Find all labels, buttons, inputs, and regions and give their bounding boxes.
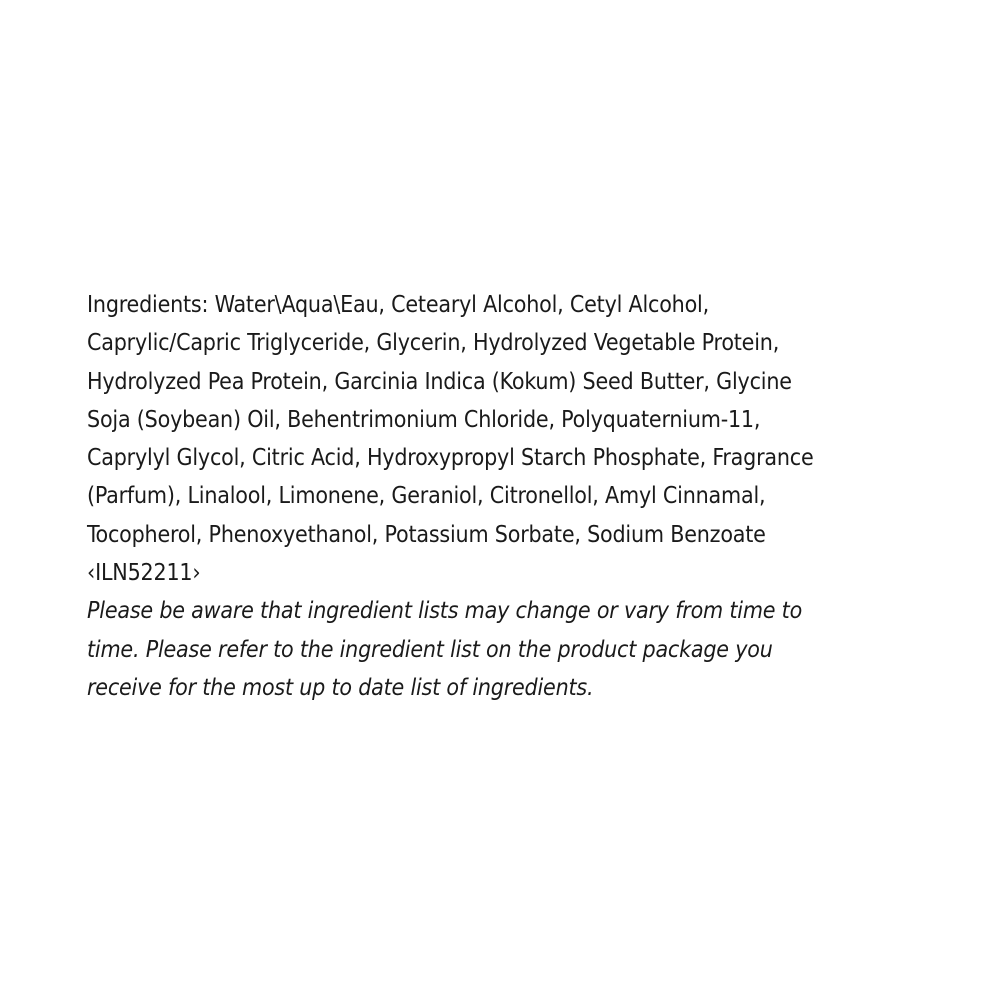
ingredients-text-block xyxy=(87,286,967,707)
ingredients-code: ‹ILN52211› xyxy=(87,560,201,587)
ingredients-line: Tocopherol, Phenoxyethanol, Potassium Sorbate, Sodium Benzoate xyxy=(87,521,766,548)
ingredients-line: Soja (Soybean) Oil, Behentrimonium Chloride, Polyquaternium-11, xyxy=(87,406,761,433)
disclaimer-line: Please be aware that ingredient lists may change or vary from time to xyxy=(87,598,803,625)
ingredients-line: Caprylyl Glycol, Citric Acid, Hydroxypropyl Starch Phosphate, Fragrance xyxy=(87,445,814,472)
ingredients-line: (Parfum), Linalool, Limonene, Geraniol, Citronellol, Amyl Cinnamal, xyxy=(87,483,766,510)
disclaimer-line: receive for the most up to date list of ingredients. xyxy=(87,674,594,701)
ingredients-line: Caprylic/Capric Triglyceride, Glycerin, Hydrolyzed Vegetable Protein, xyxy=(87,330,780,357)
ingredients-line: Ingredients: Water\Aqua\Eau, Cetearyl Alcohol, Cetyl Alcohol, xyxy=(87,292,709,318)
ingredients-line: Hydrolyzed Pea Protein, Garcinia Indica (Kokum) Seed Butter, Glycine xyxy=(87,368,792,395)
disclaimer-line: time. Please refer to the ingredient list on the product package you xyxy=(87,636,773,663)
